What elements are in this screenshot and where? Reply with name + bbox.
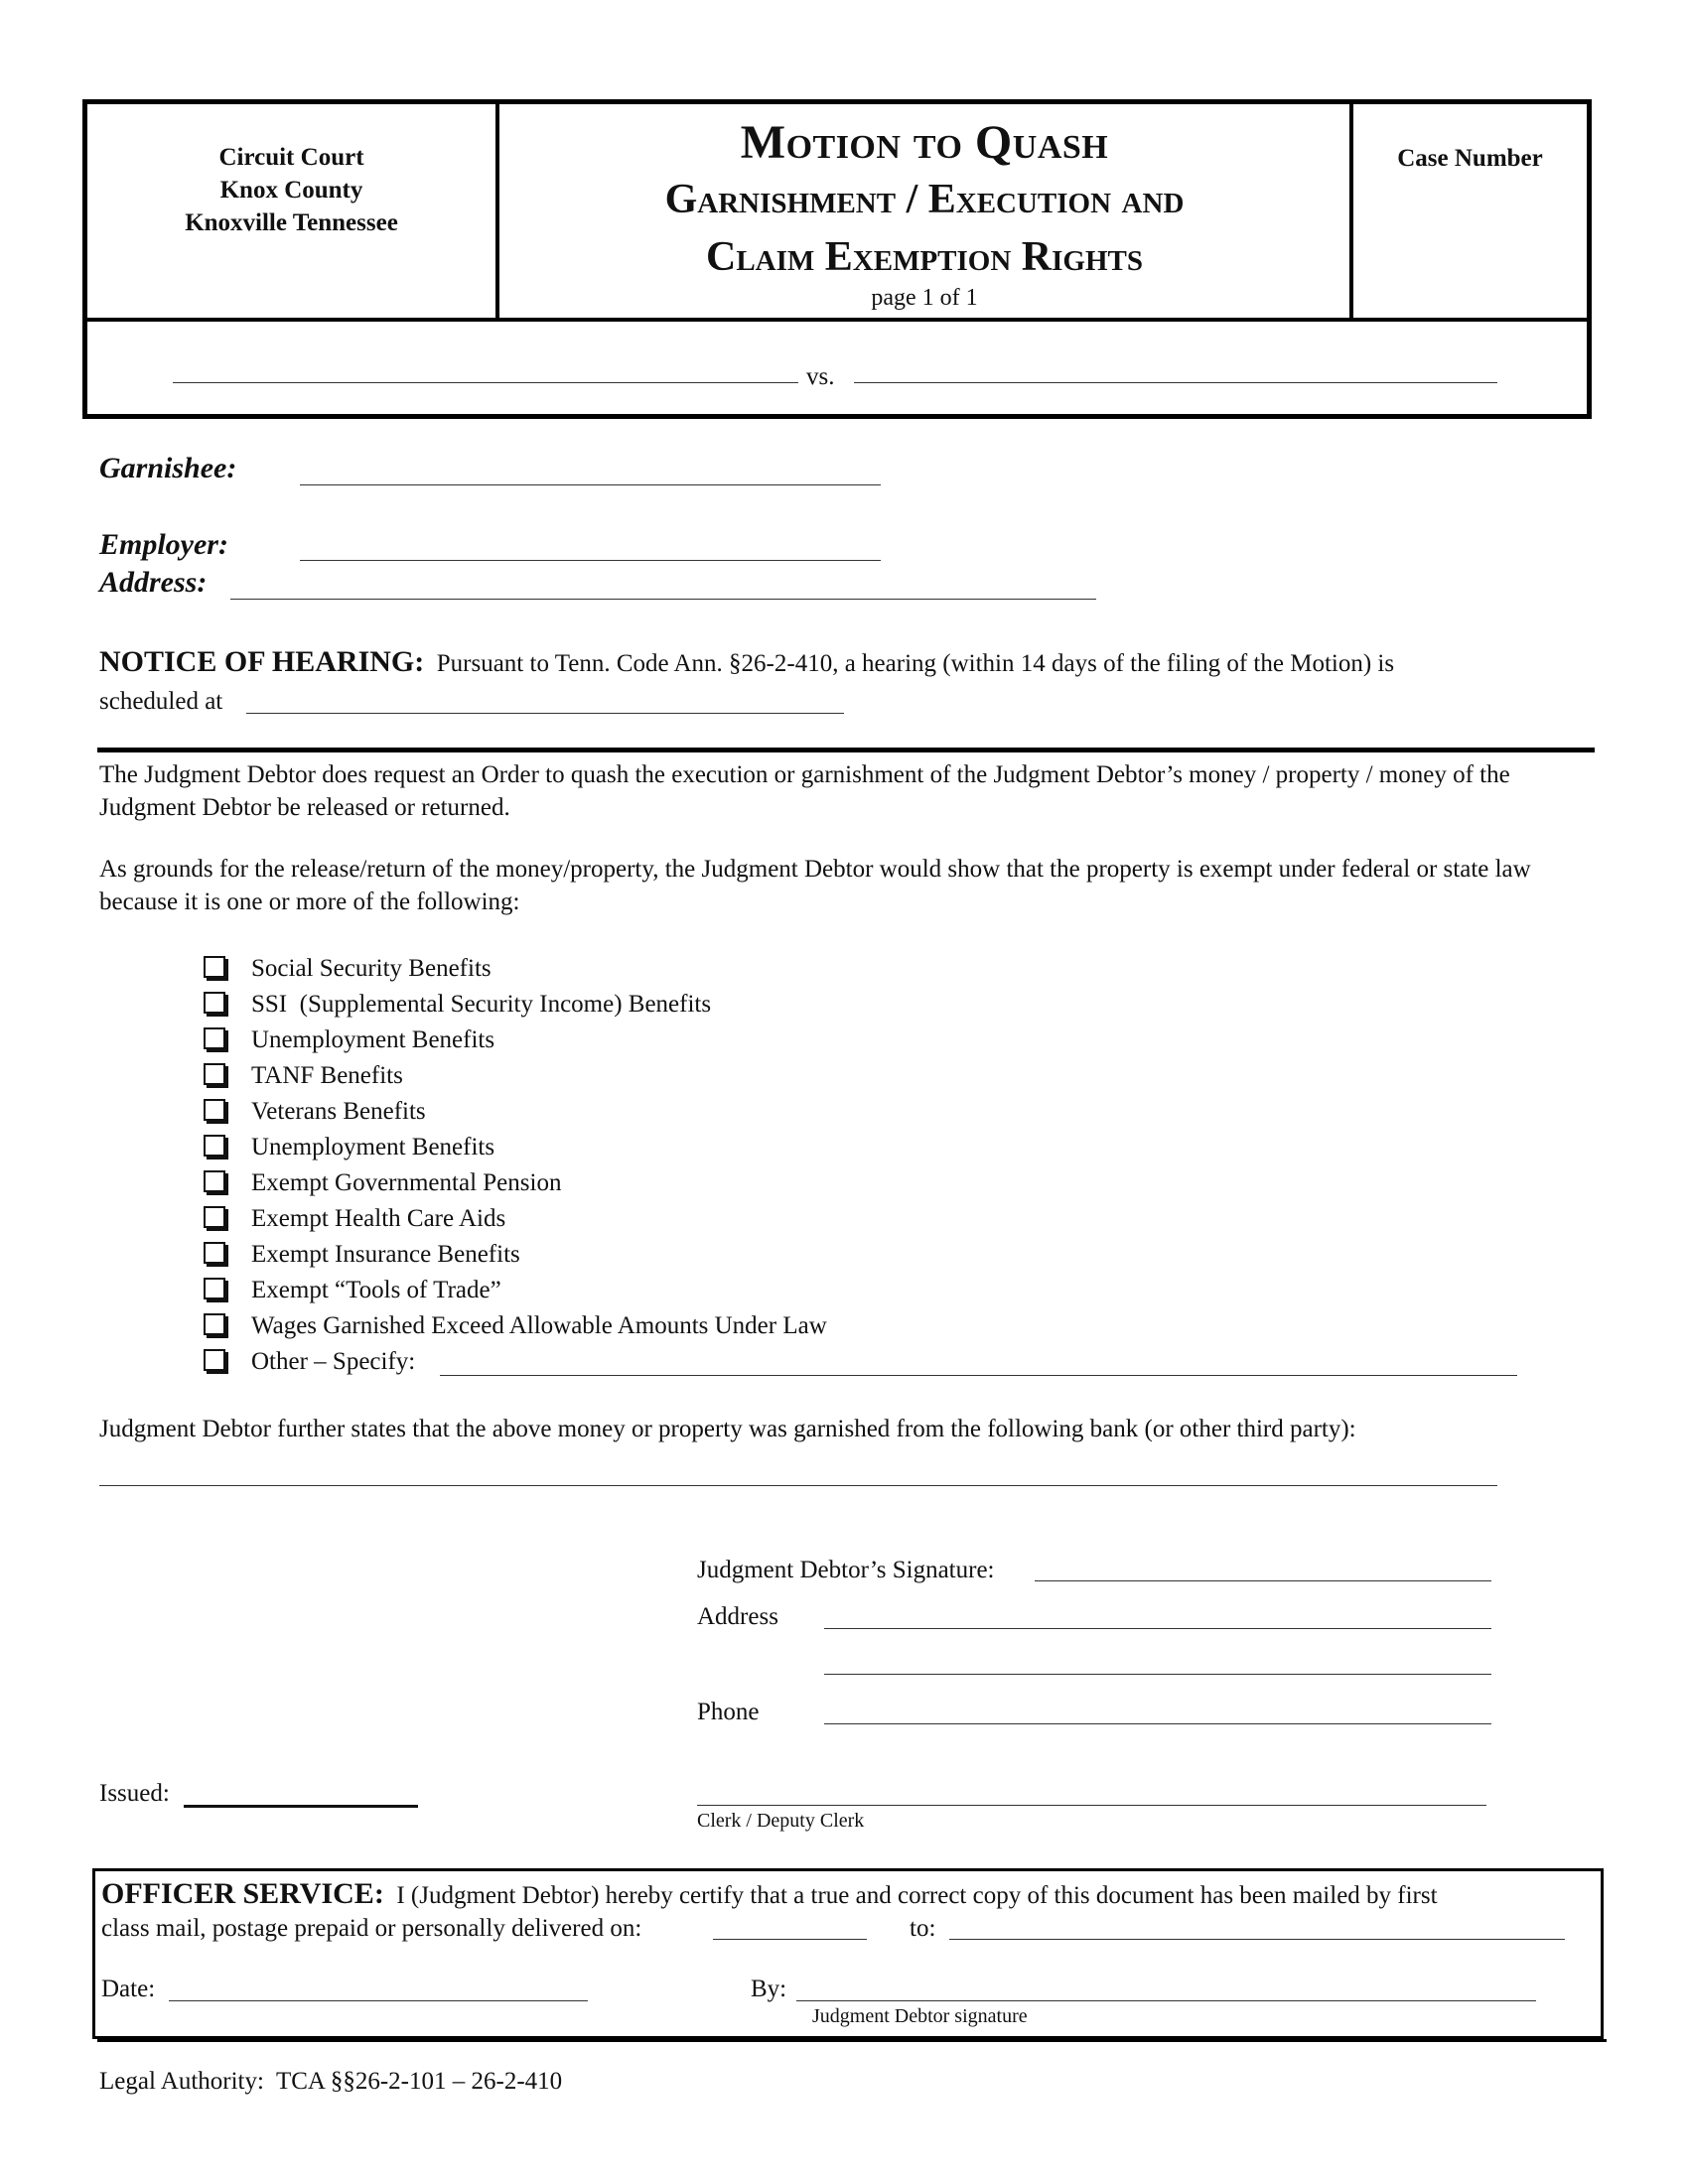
- checkbox-icon[interactable]: [204, 956, 225, 978]
- garnishee-field[interactable]: [300, 484, 881, 485]
- employer-address-label: Address:: [99, 566, 208, 599]
- exemption-veterans[interactable]: [204, 1094, 426, 1130]
- employer-field[interactable]: [300, 560, 881, 561]
- checkbox-icon[interactable]: [204, 1063, 225, 1085]
- form-title: [499, 104, 1353, 318]
- exemption-tools-of-trade[interactable]: [204, 1273, 501, 1308]
- exemption-unemployment-2[interactable]: [204, 1130, 494, 1165]
- exemption-label: TANF Benefits: [251, 1062, 403, 1089]
- checkbox-icon[interactable]: [204, 1099, 225, 1121]
- exemption-ssi[interactable]: [204, 987, 711, 1023]
- officer-service-text-2: class mail, postage prepaid or personally delivered on:: [101, 1915, 642, 1942]
- section-divider: [97, 748, 1595, 752]
- signature-field[interactable]: [1035, 1580, 1491, 1581]
- title-line-2: Garnishment / Execution and: [664, 177, 1185, 222]
- to-label: to:: [910, 1915, 936, 1942]
- exemption-label: SSI (Supplemental Security Income) Benefits: [251, 991, 712, 1018]
- defendant-field[interactable]: [854, 382, 1497, 383]
- checkbox-icon[interactable]: [204, 1349, 225, 1371]
- clerk-caption: Clerk / Deputy Clerk: [697, 1810, 865, 1832]
- debtor-signature-caption: Judgment Debtor signature: [812, 2005, 1028, 2027]
- title-line-1: Motion to Quash: [740, 116, 1109, 169]
- notice-of-hearing: [99, 643, 1599, 683]
- vs-label: vs.: [806, 363, 835, 390]
- scheduled-label: scheduled at: [99, 688, 223, 715]
- exemption-label: Exempt Insurance Benefits: [251, 1241, 520, 1268]
- bank-field[interactable]: [99, 1485, 1497, 1486]
- phone-field[interactable]: [824, 1723, 1491, 1724]
- exemption-label: Exempt Governmental Pension: [251, 1169, 562, 1196]
- court-name: Circuit Court: [218, 144, 364, 171]
- garnishee-label: Garnishee:: [99, 452, 237, 484]
- court-city: Knoxville Tennessee: [185, 209, 398, 236]
- exemption-label: Exempt Health Care Aids: [251, 1205, 506, 1232]
- date-field[interactable]: [169, 2000, 588, 2001]
- checkbox-icon[interactable]: [204, 1170, 225, 1192]
- checkbox-icon[interactable]: [204, 1278, 225, 1299]
- plaintiff-field[interactable]: [173, 382, 798, 383]
- delivered-to-field[interactable]: [949, 1939, 1565, 1940]
- checkbox-icon[interactable]: [204, 1027, 225, 1049]
- checkbox-icon[interactable]: [204, 1242, 225, 1264]
- case-number-cell: [1353, 104, 1587, 318]
- by-label: By:: [751, 1976, 787, 2002]
- case-number-label: Case Number: [1397, 145, 1543, 172]
- hearing-schedule-field[interactable]: [246, 713, 844, 714]
- exemption-health-care-aids[interactable]: [204, 1201, 505, 1237]
- court-info: [87, 104, 499, 318]
- exemption-tanf[interactable]: [204, 1058, 403, 1094]
- employer-address-field[interactable]: [230, 599, 1096, 600]
- debtor-address-field-1[interactable]: [824, 1628, 1491, 1629]
- exemption-insurance[interactable]: [204, 1237, 520, 1273]
- notice-text: Pursuant to Tenn. Code Ann. §26-2-410, a hearing (within 14 days of the filing of the Motion) is: [436, 650, 1395, 677]
- grounds-paragraph: As grounds for the release/return of the money/property, the Judgment Debtor would show that the property is exempt under federal or state law because it is one or more of the following:: [99, 856, 1531, 915]
- exemption-unemployment[interactable]: [204, 1023, 494, 1058]
- checkbox-icon[interactable]: [204, 1313, 225, 1335]
- request-paragraph: The Judgment Debtor does request an Order to quash the execution or garnishment of the Judgment Debtor’s money / property / money of the Judgment Debtor be released or returned.: [99, 761, 1510, 821]
- delivery-date-field[interactable]: [713, 1939, 867, 1940]
- officer-service-text: [101, 1876, 1596, 1914]
- issued-field[interactable]: [184, 1805, 418, 1808]
- exemption-label: Unemployment Benefits: [251, 1134, 495, 1160]
- clerk-signature-field[interactable]: [697, 1805, 1486, 1806]
- legal-authority: Legal Authority: TCA §§26-2-101 – 26-2-410: [99, 2068, 563, 2095]
- date-label: Date:: [101, 1976, 156, 2002]
- debtor-address-field-2[interactable]: [824, 1674, 1491, 1675]
- exemption-other[interactable]: [204, 1344, 415, 1380]
- exemption-label: Unemployment Benefits: [251, 1026, 495, 1053]
- header-divider: [87, 318, 1587, 322]
- bank-statement: Judgment Debtor further states that the above money or property was garnished from the following bank (or other third party):: [99, 1416, 1356, 1442]
- other-specify-field[interactable]: [440, 1375, 1517, 1376]
- exemption-governmental-pension[interactable]: [204, 1165, 561, 1201]
- county-name: Knox County: [219, 177, 363, 204]
- caption-box: [82, 99, 1592, 419]
- phone-label: Phone: [697, 1699, 760, 1725]
- issued-label: Issued:: [99, 1780, 170, 1807]
- title-line-3: Claim Exemption Rights: [706, 234, 1143, 280]
- page-indicator: page 1 of 1: [871, 285, 978, 311]
- checkbox-icon[interactable]: [204, 992, 225, 1014]
- checkbox-icon[interactable]: [204, 1206, 225, 1228]
- signature-label: Judgment Debtor’s Signature:: [697, 1557, 995, 1583]
- exemption-label: Veterans Benefits: [251, 1098, 426, 1125]
- exemption-social-security[interactable]: [204, 951, 492, 987]
- officer-service-box: [92, 1868, 1604, 2039]
- employer-label: Employer:: [99, 528, 228, 561]
- officer-service-certify: I (Judgment Debtor) hereby certify that a true and correct copy of this document has been mailed by first: [396, 1882, 1438, 1909]
- officer-service-heading: OFFICER SERVICE:: [101, 1877, 384, 1910]
- exemption-label: Other – Specify:: [251, 1348, 416, 1375]
- exemption-label: Wages Garnished Exceed Allowable Amounts Under Law: [251, 1312, 827, 1339]
- exemption-label: Exempt “Tools of Trade”: [251, 1277, 501, 1303]
- debtor-address-label: Address: [697, 1603, 778, 1630]
- checkbox-icon[interactable]: [204, 1135, 225, 1157]
- exemption-label: Social Security Benefits: [251, 955, 492, 982]
- by-signature-field[interactable]: [796, 2000, 1536, 2001]
- exemption-wages-exceed[interactable]: [204, 1308, 827, 1344]
- notice-heading: NOTICE OF HEARING:: [99, 645, 425, 678]
